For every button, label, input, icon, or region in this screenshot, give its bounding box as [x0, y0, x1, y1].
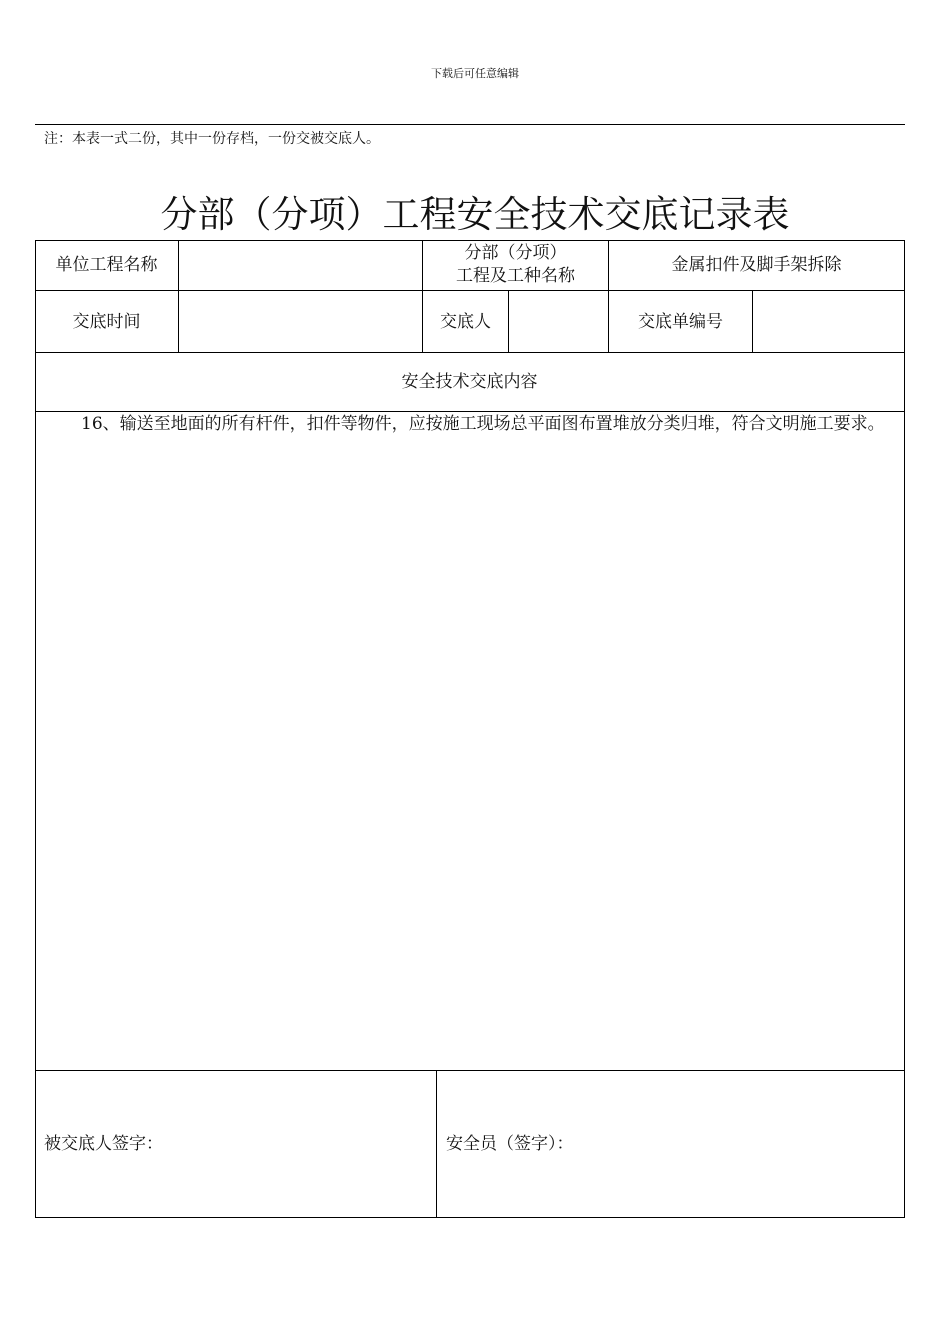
table-border-bottom [35, 1217, 905, 1218]
record-table [35, 240, 905, 1218]
content-heading: 安全技术交底内容 [401, 372, 538, 392]
handover-person-value[interactable] [509, 291, 608, 352]
sub-project-label-line2: 工程及工种名称 [456, 266, 575, 286]
handover-person-label: 交底人 [440, 311, 491, 332]
footnote: 注：本表一式二份，其中一份存档，一份交被交底人。 [44, 131, 380, 147]
top-rule [35, 124, 905, 125]
document-title: 分部（分项）工程安全技术交底记录表 [160, 193, 790, 236]
safety-officer-signature-label: 安全员（签字）： [446, 1134, 574, 1154]
table-border-right [904, 240, 905, 1218]
unit-project-value[interactable] [179, 240, 422, 290]
table-row-divider-4 [35, 1070, 905, 1071]
handover-time-value[interactable] [179, 291, 422, 352]
handover-time-label: 交底时间 [72, 311, 141, 332]
handover-number-value[interactable] [753, 291, 904, 352]
sub-project-label [423, 240, 608, 290]
content-text: 16、输送至地面的所有杆件，扣件等物件，应按施工现场总平面图布置堆放分类归堆，符合文明施工要求。 [81, 414, 885, 434]
recipient-signature-label: 被交底人签字： [44, 1134, 163, 1154]
signature-divider [436, 1070, 437, 1218]
sub-project-value[interactable]: 金属扣件及脚手架拆除 [671, 255, 842, 275]
unit-project-label: 单位工程名称 [55, 255, 158, 275]
header-note: 下载后可任意编辑 [431, 67, 519, 80]
handover-number-label: 交底单编号 [638, 311, 723, 332]
sub-project-label-line1: 分部（分项） [464, 243, 567, 263]
